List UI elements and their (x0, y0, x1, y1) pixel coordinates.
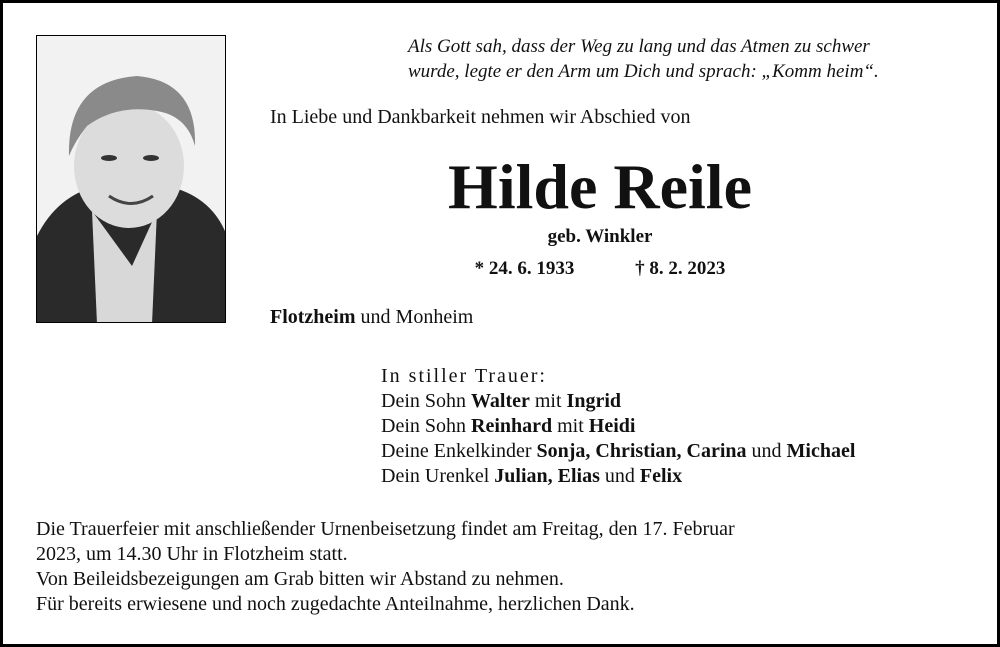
mourner-name: Felix (639, 465, 683, 487)
notice-line-1: Die Trauerfeier mit anschließender Urnenbeisetzung findet am Freitag, den 17. Februar (36, 518, 735, 540)
mourner-connector: und (599, 465, 640, 487)
mourner-line (381, 464, 855, 489)
notice-line-3: Von Beileidsbezeigungen am Grab bitten wir Abstand zu nehmen. (36, 568, 564, 590)
mourner-name: Reinhard (471, 415, 553, 437)
quote-line-1: Als Gott sah, dass der Weg zu lang und das Atmen zu schwer (408, 36, 870, 57)
mourner-name: Julian, Elias (494, 465, 600, 487)
ceremony-notice (36, 517, 976, 617)
intro-text: In Liebe und Dankbarkeit nehmen wir Abschied von (270, 106, 691, 128)
place-primary: Flotzheim (270, 306, 356, 328)
mourner-name: Sonja, Christian, Carina (536, 440, 747, 462)
mourner-name: Michael (786, 440, 856, 462)
epigraph-quote (408, 34, 968, 84)
mourner-connector: mit (552, 415, 589, 437)
mourner-connector: mit (529, 390, 567, 412)
places (270, 306, 473, 329)
mourner-name: Heidi (588, 415, 636, 437)
portrait-photo (36, 35, 226, 323)
mourner-line (381, 414, 855, 439)
place-rest: und Monheim (355, 306, 474, 328)
quote-line-2: wurde, legte er den Arm um Dich und sprach: „Komm heim“. (408, 61, 879, 82)
mourner-name: Walter (471, 390, 530, 412)
portrait-illustration (37, 36, 226, 323)
mourner-name: Ingrid (566, 390, 622, 412)
mourner-relation: Dein Urenkel (381, 465, 495, 487)
death-date: † 8. 2. 2023 (635, 258, 726, 279)
mourner-relation: Deine Enkelkinder (381, 440, 537, 462)
notice-line-4: Für bereits erwiesene und noch zugedachte Anteilnahme, herzlichen Dank. (36, 593, 635, 615)
mourner-line (381, 439, 855, 464)
maiden-name: geb. Winkler (547, 226, 653, 247)
life-dates (230, 258, 970, 280)
birth-date: * 24. 6. 1933 (474, 258, 575, 279)
mourner-connector: und (746, 440, 787, 462)
mourner-relation: Dein Sohn (381, 415, 471, 437)
mourner-line (381, 389, 855, 414)
mourners-heading: In stiller Trauer: (381, 365, 547, 387)
notice-line-2: 2023, um 14.30 Uhr in Flotzheim statt. (36, 543, 348, 565)
mourner-relation: Dein Sohn (381, 390, 471, 412)
deceased-name: Hilde Reile (448, 151, 752, 222)
mourners-list (381, 364, 855, 489)
